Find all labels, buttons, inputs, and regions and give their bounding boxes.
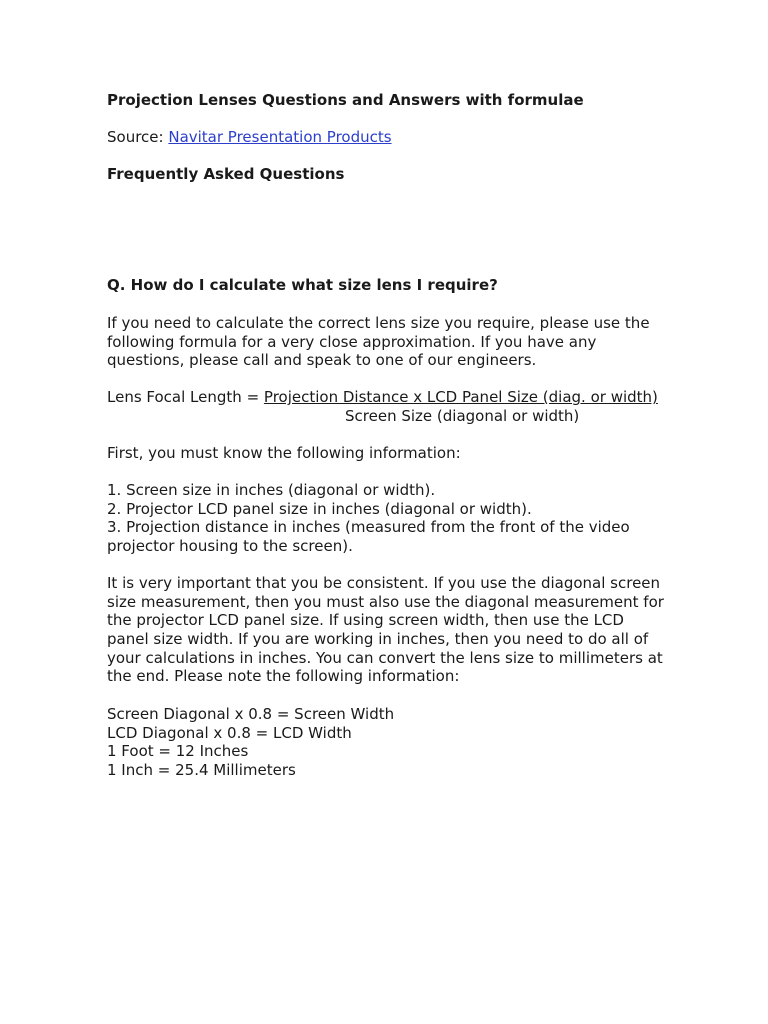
conversion-line: 1 Inch = 25.4 Millimeters xyxy=(107,761,296,779)
source-prefix: Source: xyxy=(107,128,169,146)
formula-denominator: Screen Size (diagonal or width) xyxy=(345,407,580,425)
paragraph-line: It is very important that you be consistent. If you use the diagonal screen xyxy=(107,574,661,592)
document-title: Projection Lenses Questions and Answers with formulae xyxy=(107,91,584,109)
question-heading: Q. How do I calculate what size lens I require? xyxy=(107,276,498,294)
paragraph-line: panel size width. If you are working in inches, then you need to do all of xyxy=(107,630,649,648)
list-line: 2. Projector LCD panel size in inches (diagonal or width). xyxy=(107,500,532,518)
formula-numerator: Projection Distance x LCD Panel Size (diag. or width) xyxy=(263,388,658,406)
conversion-line: LCD Diagonal x 0.8 = LCD Width xyxy=(107,724,352,742)
intro-line: questions, please call and speak to one of our engineers. xyxy=(107,351,537,369)
list-line: projector housing to the screen). xyxy=(107,537,353,555)
paragraph-line: your calculations in inches. You can convert the lens size to millimeters at xyxy=(107,649,663,667)
first-line: First, you must know the following information: xyxy=(107,444,461,462)
paragraph-line: size measurement, then you must also use the diagonal measurement for xyxy=(107,593,664,611)
intro-line: following formula for a very close approximation. If you have any xyxy=(107,333,597,351)
formula-line xyxy=(107,388,658,407)
faq-heading: Frequently Asked Questions xyxy=(107,165,345,183)
intro-line: If you need to calculate the correct lens size you require, please use the xyxy=(107,314,650,332)
source-line xyxy=(107,128,392,147)
formula-lhs: Lens Focal Length = xyxy=(107,388,264,406)
paragraph-line: the end. Please note the following information: xyxy=(107,667,460,685)
source-link[interactable]: Navitar Presentation Products xyxy=(168,128,392,146)
list-line: 1. Screen size in inches (diagonal or width). xyxy=(107,481,436,499)
list-line: 3. Projection distance in inches (measured from the front of the video xyxy=(107,518,630,536)
paragraph-line: the projector LCD panel size. If using screen width, then use the LCD xyxy=(107,611,624,629)
conversion-line: 1 Foot = 12 Inches xyxy=(107,742,249,760)
conversion-line: Screen Diagonal x 0.8 = Screen Width xyxy=(107,705,395,723)
